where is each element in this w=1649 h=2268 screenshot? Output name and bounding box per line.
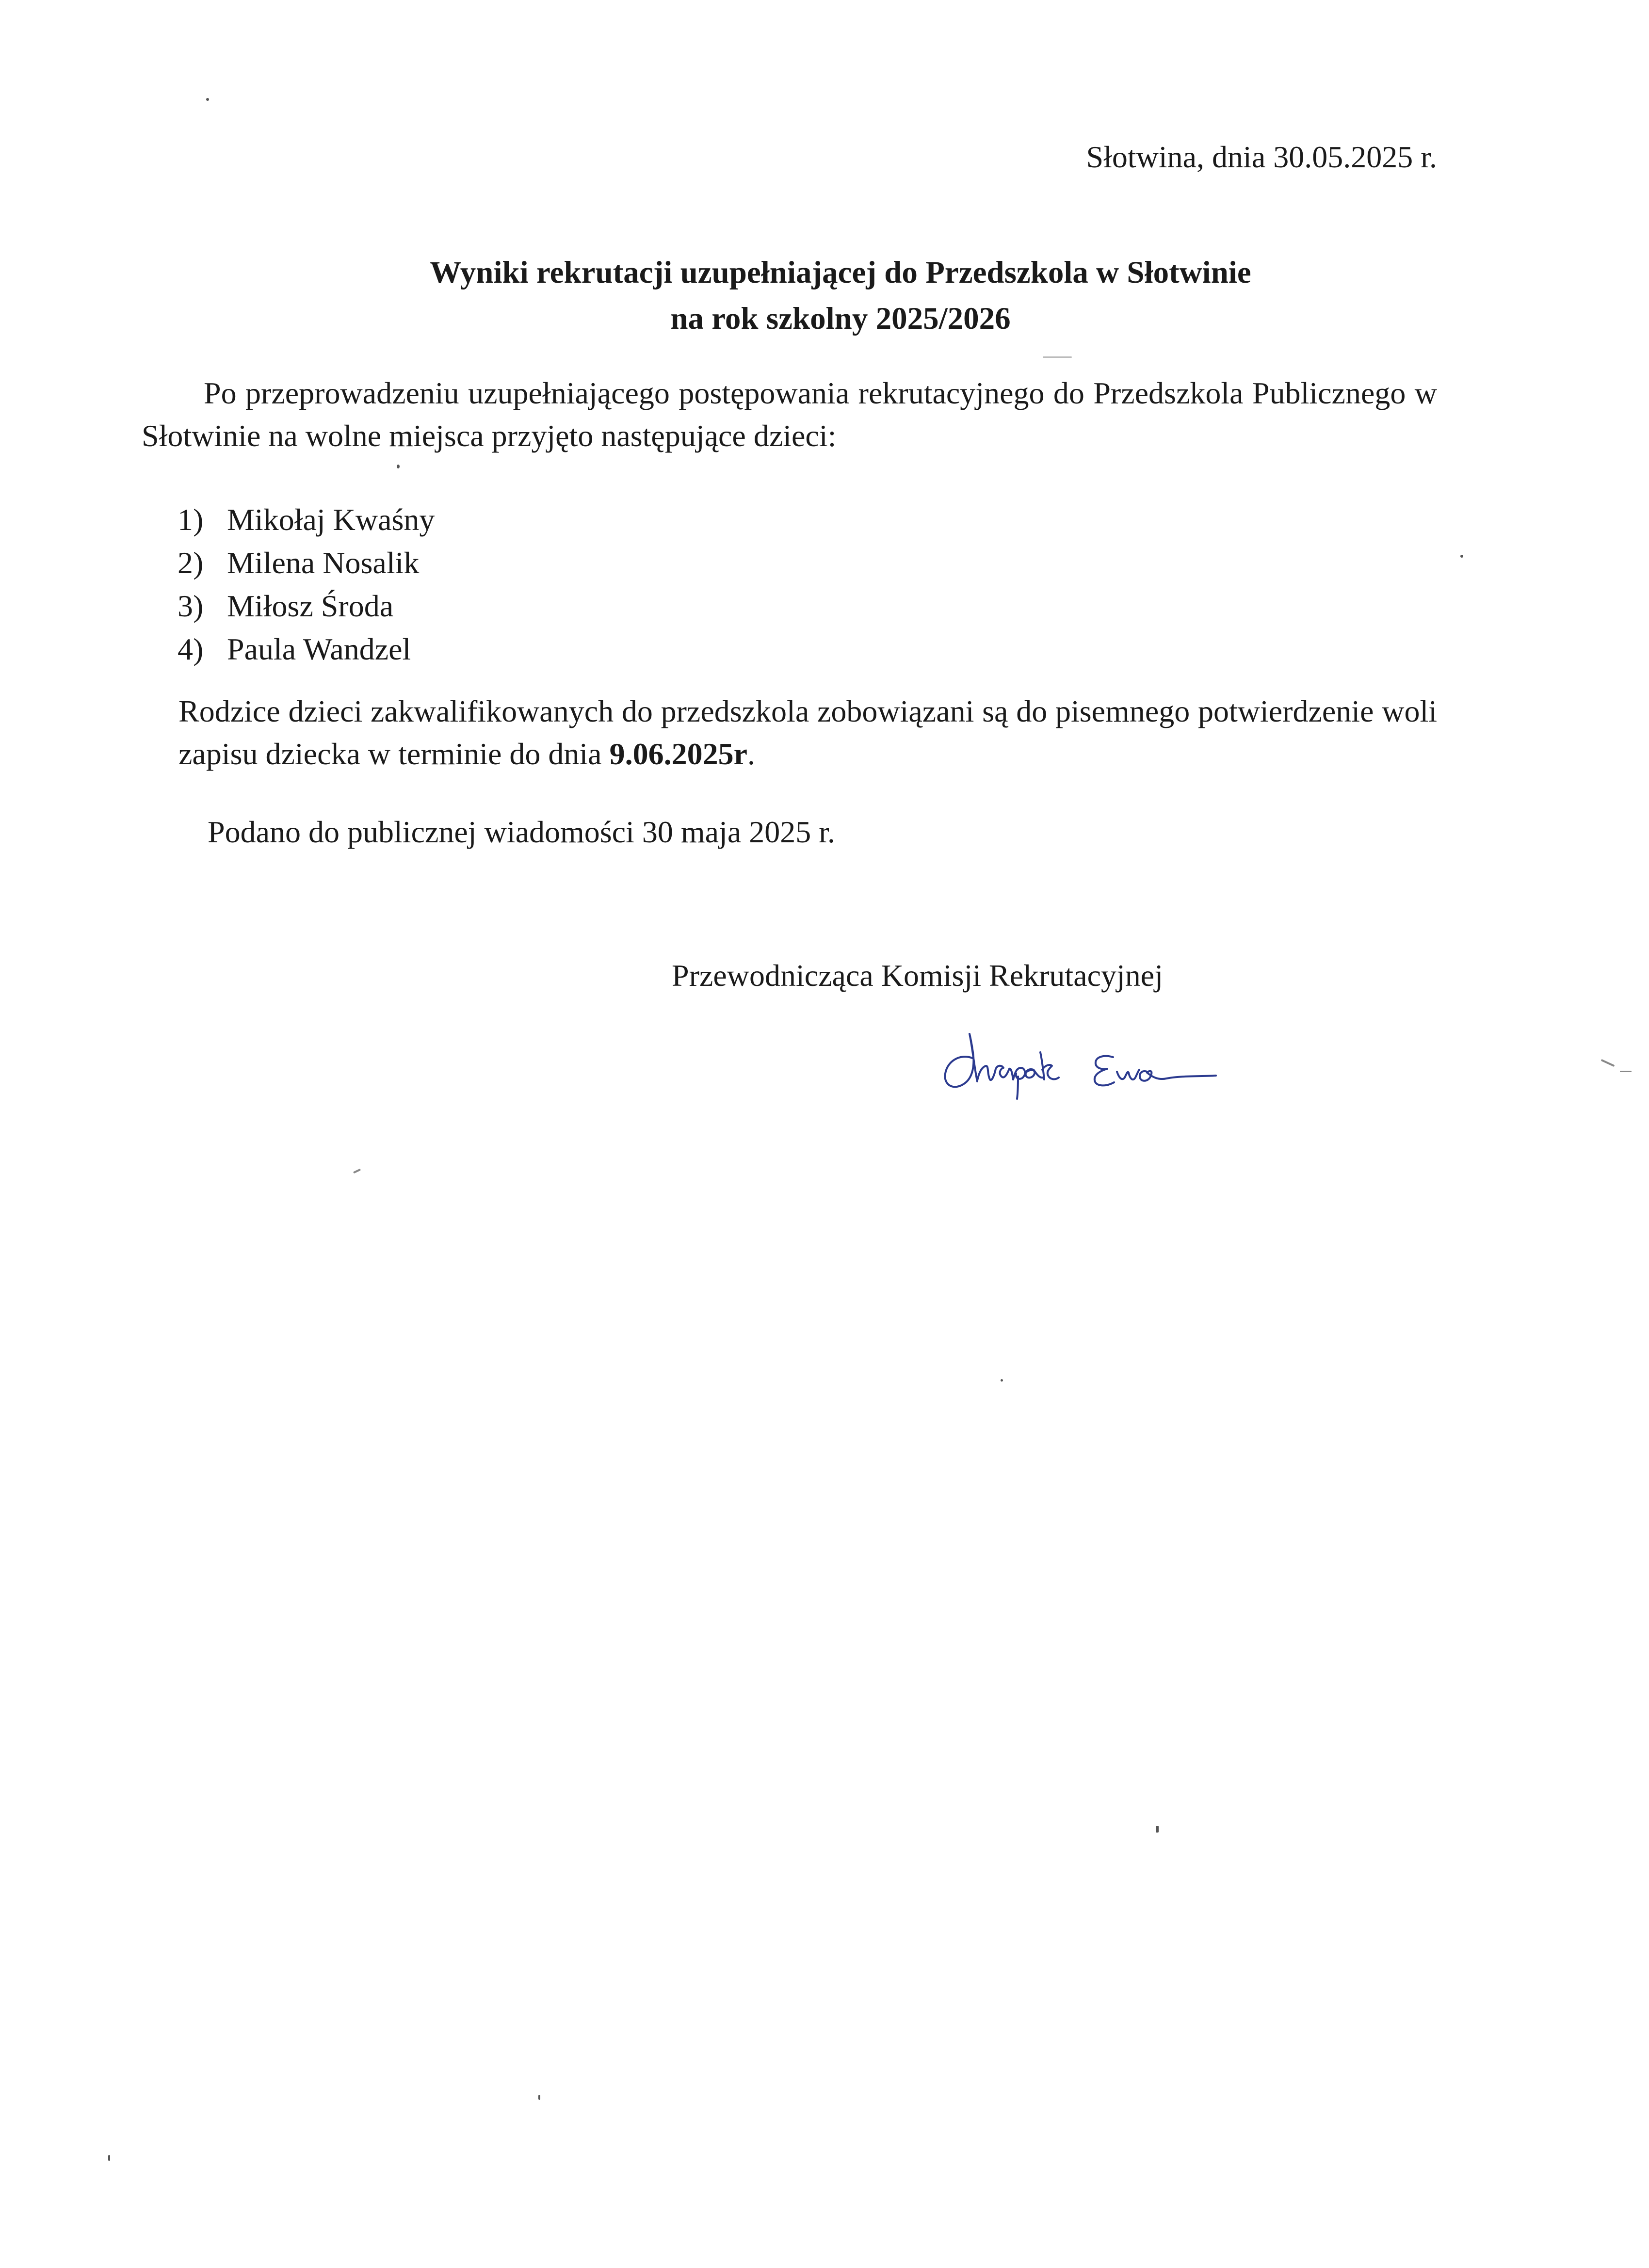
- list-item-number: 4): [178, 632, 204, 666]
- scan-speck: [353, 1169, 361, 1174]
- list-item-name: Miłosz Środa: [227, 589, 394, 623]
- scan-speck: [1001, 1379, 1003, 1382]
- signatory-title: Przewodnicząca Komisji Rekrutacyjnej: [672, 958, 1163, 993]
- list-item-name: Mikołaj Kwaśny: [227, 502, 435, 537]
- scan-speck: [1620, 1071, 1632, 1072]
- document-title-line-1: Wyniki rekrutacji uzupełniającej do Przedszkola w Słotwinie: [430, 255, 1251, 290]
- deadline-date: 9.06.2025r: [609, 737, 747, 771]
- intro-paragraph: Po przeprowadzeniu uzupełniającego postępowania rekrutacyjnego do Przedszkola Publicznego w Słotwinie na wolne miejsca przyjęto następujące dzieci:: [142, 376, 1437, 453]
- list-item-number: 1): [178, 502, 204, 537]
- list-item-number: 3): [178, 589, 204, 623]
- list-item-name: Paula Wandzel: [227, 632, 411, 666]
- list-item-number: 2): [178, 546, 204, 580]
- confirmation-notice: [178, 690, 1437, 775]
- scan-speck: [1601, 1059, 1615, 1067]
- notice-end: .: [747, 737, 755, 771]
- scan-speck: [1460, 555, 1463, 558]
- list-item-name: Milena Nosalik: [227, 546, 420, 580]
- scan-speck: [1043, 356, 1072, 358]
- list-item: [178, 541, 435, 584]
- admitted-children-list: [178, 498, 435, 671]
- scan-speck: [538, 2095, 540, 2100]
- list-item: [178, 584, 435, 627]
- list-item: [178, 627, 435, 671]
- notice-text: Rodzice dzieci zakwalifikowanych do przedszkola zobowiązani są do pisemnego potwierdzenie woli zapisu dziecka w terminie do dnia: [178, 694, 1437, 771]
- place-date: Słotwina, dnia 30.05.2025 r.: [1086, 140, 1437, 174]
- scan-speck: [1156, 1826, 1159, 1833]
- scan-speck: [206, 98, 209, 101]
- document-title-line-2: na rok szkolny 2025/2026: [670, 301, 1011, 336]
- scan-speck: [397, 465, 400, 468]
- publication-note: Podano do publicznej wiadomości 30 maja 2025 r.: [208, 815, 835, 849]
- list-item: [178, 498, 435, 541]
- scan-speck: [108, 2155, 110, 2161]
- handwritten-signature: [938, 1023, 1220, 1106]
